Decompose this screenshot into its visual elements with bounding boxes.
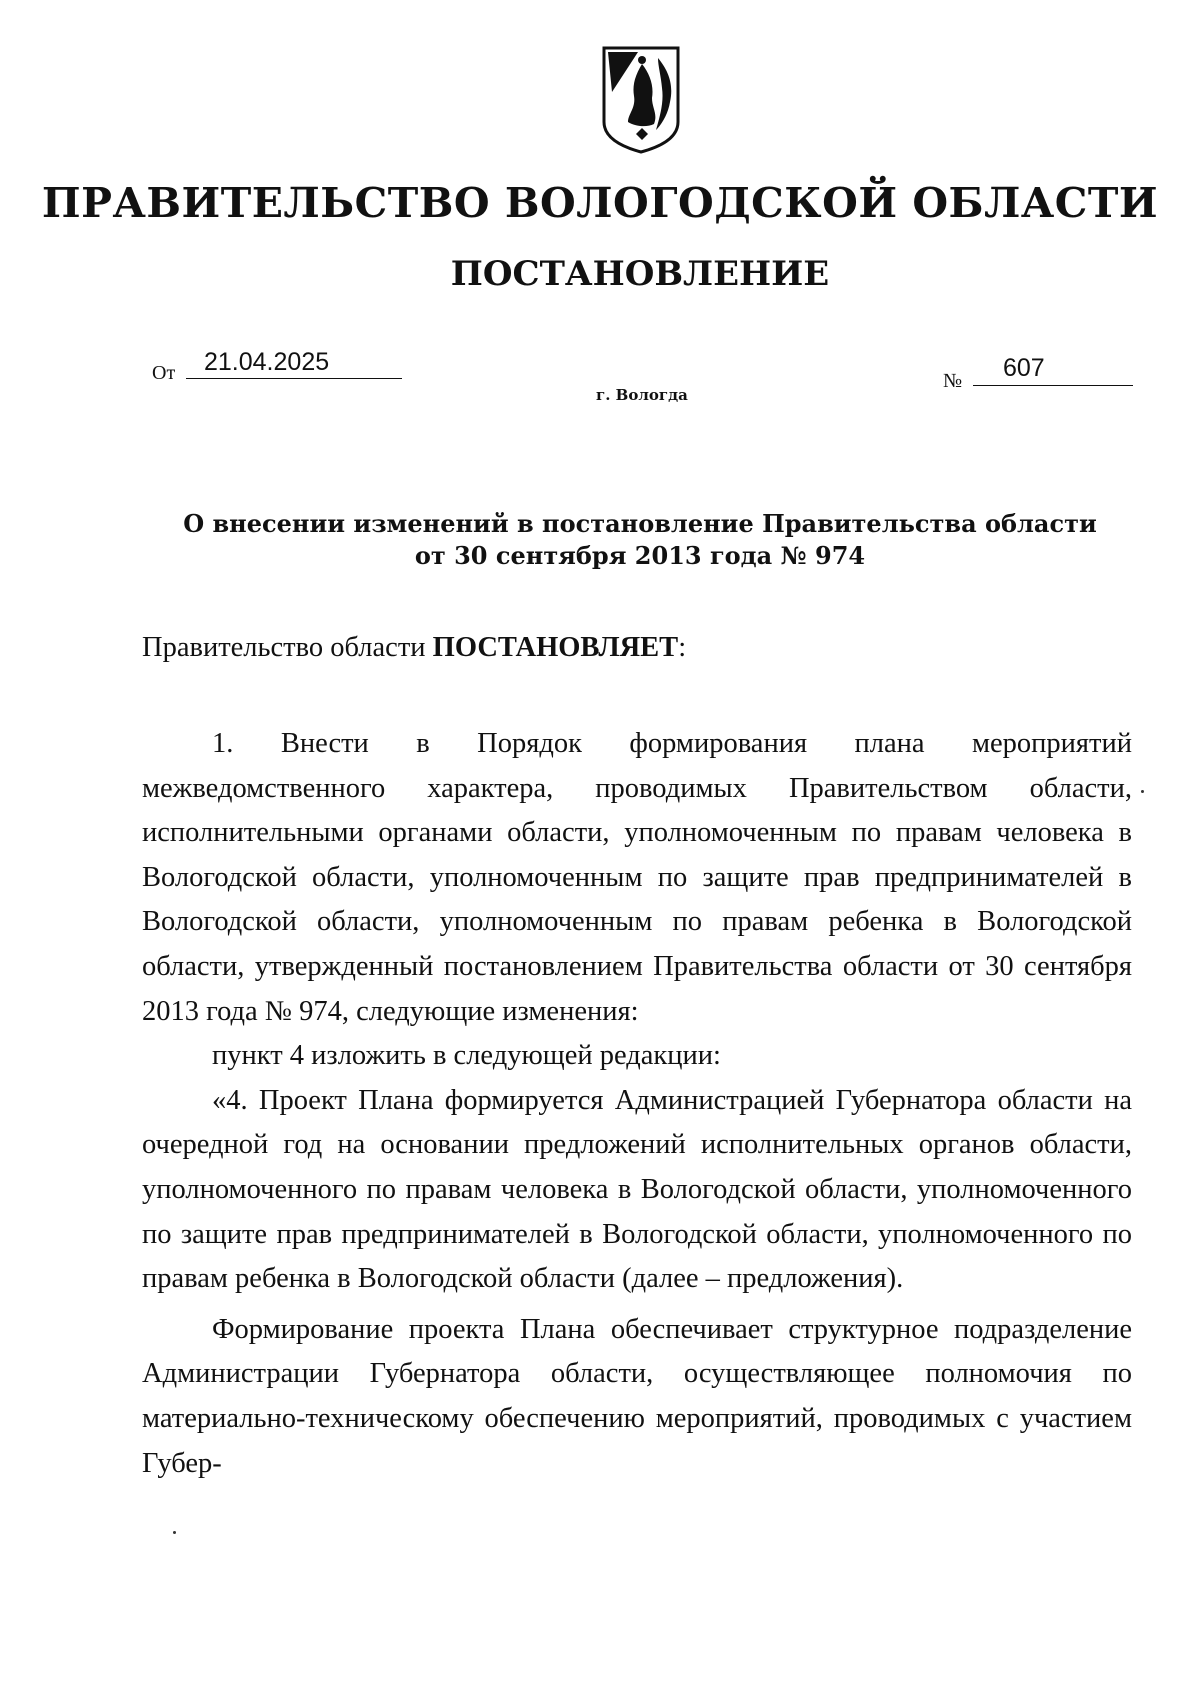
date-underline bbox=[186, 378, 402, 379]
document-body bbox=[142, 722, 1132, 1486]
document-title-line-2: от 30 сентября 2013 года № 974 bbox=[414, 541, 866, 570]
resolution-lead bbox=[142, 632, 686, 664]
paragraph-3: «4. Проект Плана формируется Администрацией Губернатора области на очередной год на основании предложений исполнительных органов области, уполномоченного по правам человека в Вологодской области, уполномоченного по защите прав предпринимателей в Вологодской области, уполномоченного по правам ребенка в Вологодской области (далее – предложения). bbox=[142, 1084, 1132, 1295]
lead-text: Правительство области bbox=[142, 632, 426, 663]
document-date: 21.04.2025 bbox=[204, 348, 330, 376]
organization-name: ПРАВИТЕЛЬСТВО ВОЛОГОДСКОЙ ОБЛАСТИ bbox=[41, 179, 1159, 227]
lead-colon: : bbox=[678, 632, 687, 663]
document-number: 607 bbox=[1003, 354, 1045, 382]
document-title-line-1: О внесении изменений в постановление Правительства области bbox=[183, 509, 1097, 538]
coat-of-arms-icon bbox=[598, 44, 684, 156]
scan-speck bbox=[1141, 790, 1144, 793]
scan-speck bbox=[173, 1531, 176, 1534]
city-name: г. Вологда bbox=[596, 386, 688, 404]
lead-bold: ПОСТАНОВЛЯЕТ bbox=[432, 632, 679, 663]
paragraph-4: Формирование проекта Плана обеспечивает структурное подразделение Администрации Губернатора области, осуществляющее полномочия по материально-техническому обеспечению мероприятий, проводимых с участием Губер- bbox=[142, 1313, 1132, 1479]
number-prefix: № bbox=[943, 370, 963, 392]
paragraph-2: пункт 4 изложить в следующей редакции: bbox=[212, 1040, 721, 1072]
document-type: ПОСТАНОВЛЕНИЕ bbox=[450, 254, 830, 294]
date-prefix: От bbox=[152, 362, 176, 384]
number-underline bbox=[973, 385, 1133, 386]
paragraph-1: 1. Внести в Порядок формирования плана мероприятий межведомственного характера, проводимых Правительством области, исполнительными органами области, уполномоченным по правам человека в Вологодской области, уполномоченным по защите прав предпринимателей в Вологодской области, уполномоченным по правам ребенка в Вологодской области, утвержденный постановлением Правительства области от 30 сентября 2013 года № 974, следующие изменения: bbox=[142, 728, 1132, 1027]
